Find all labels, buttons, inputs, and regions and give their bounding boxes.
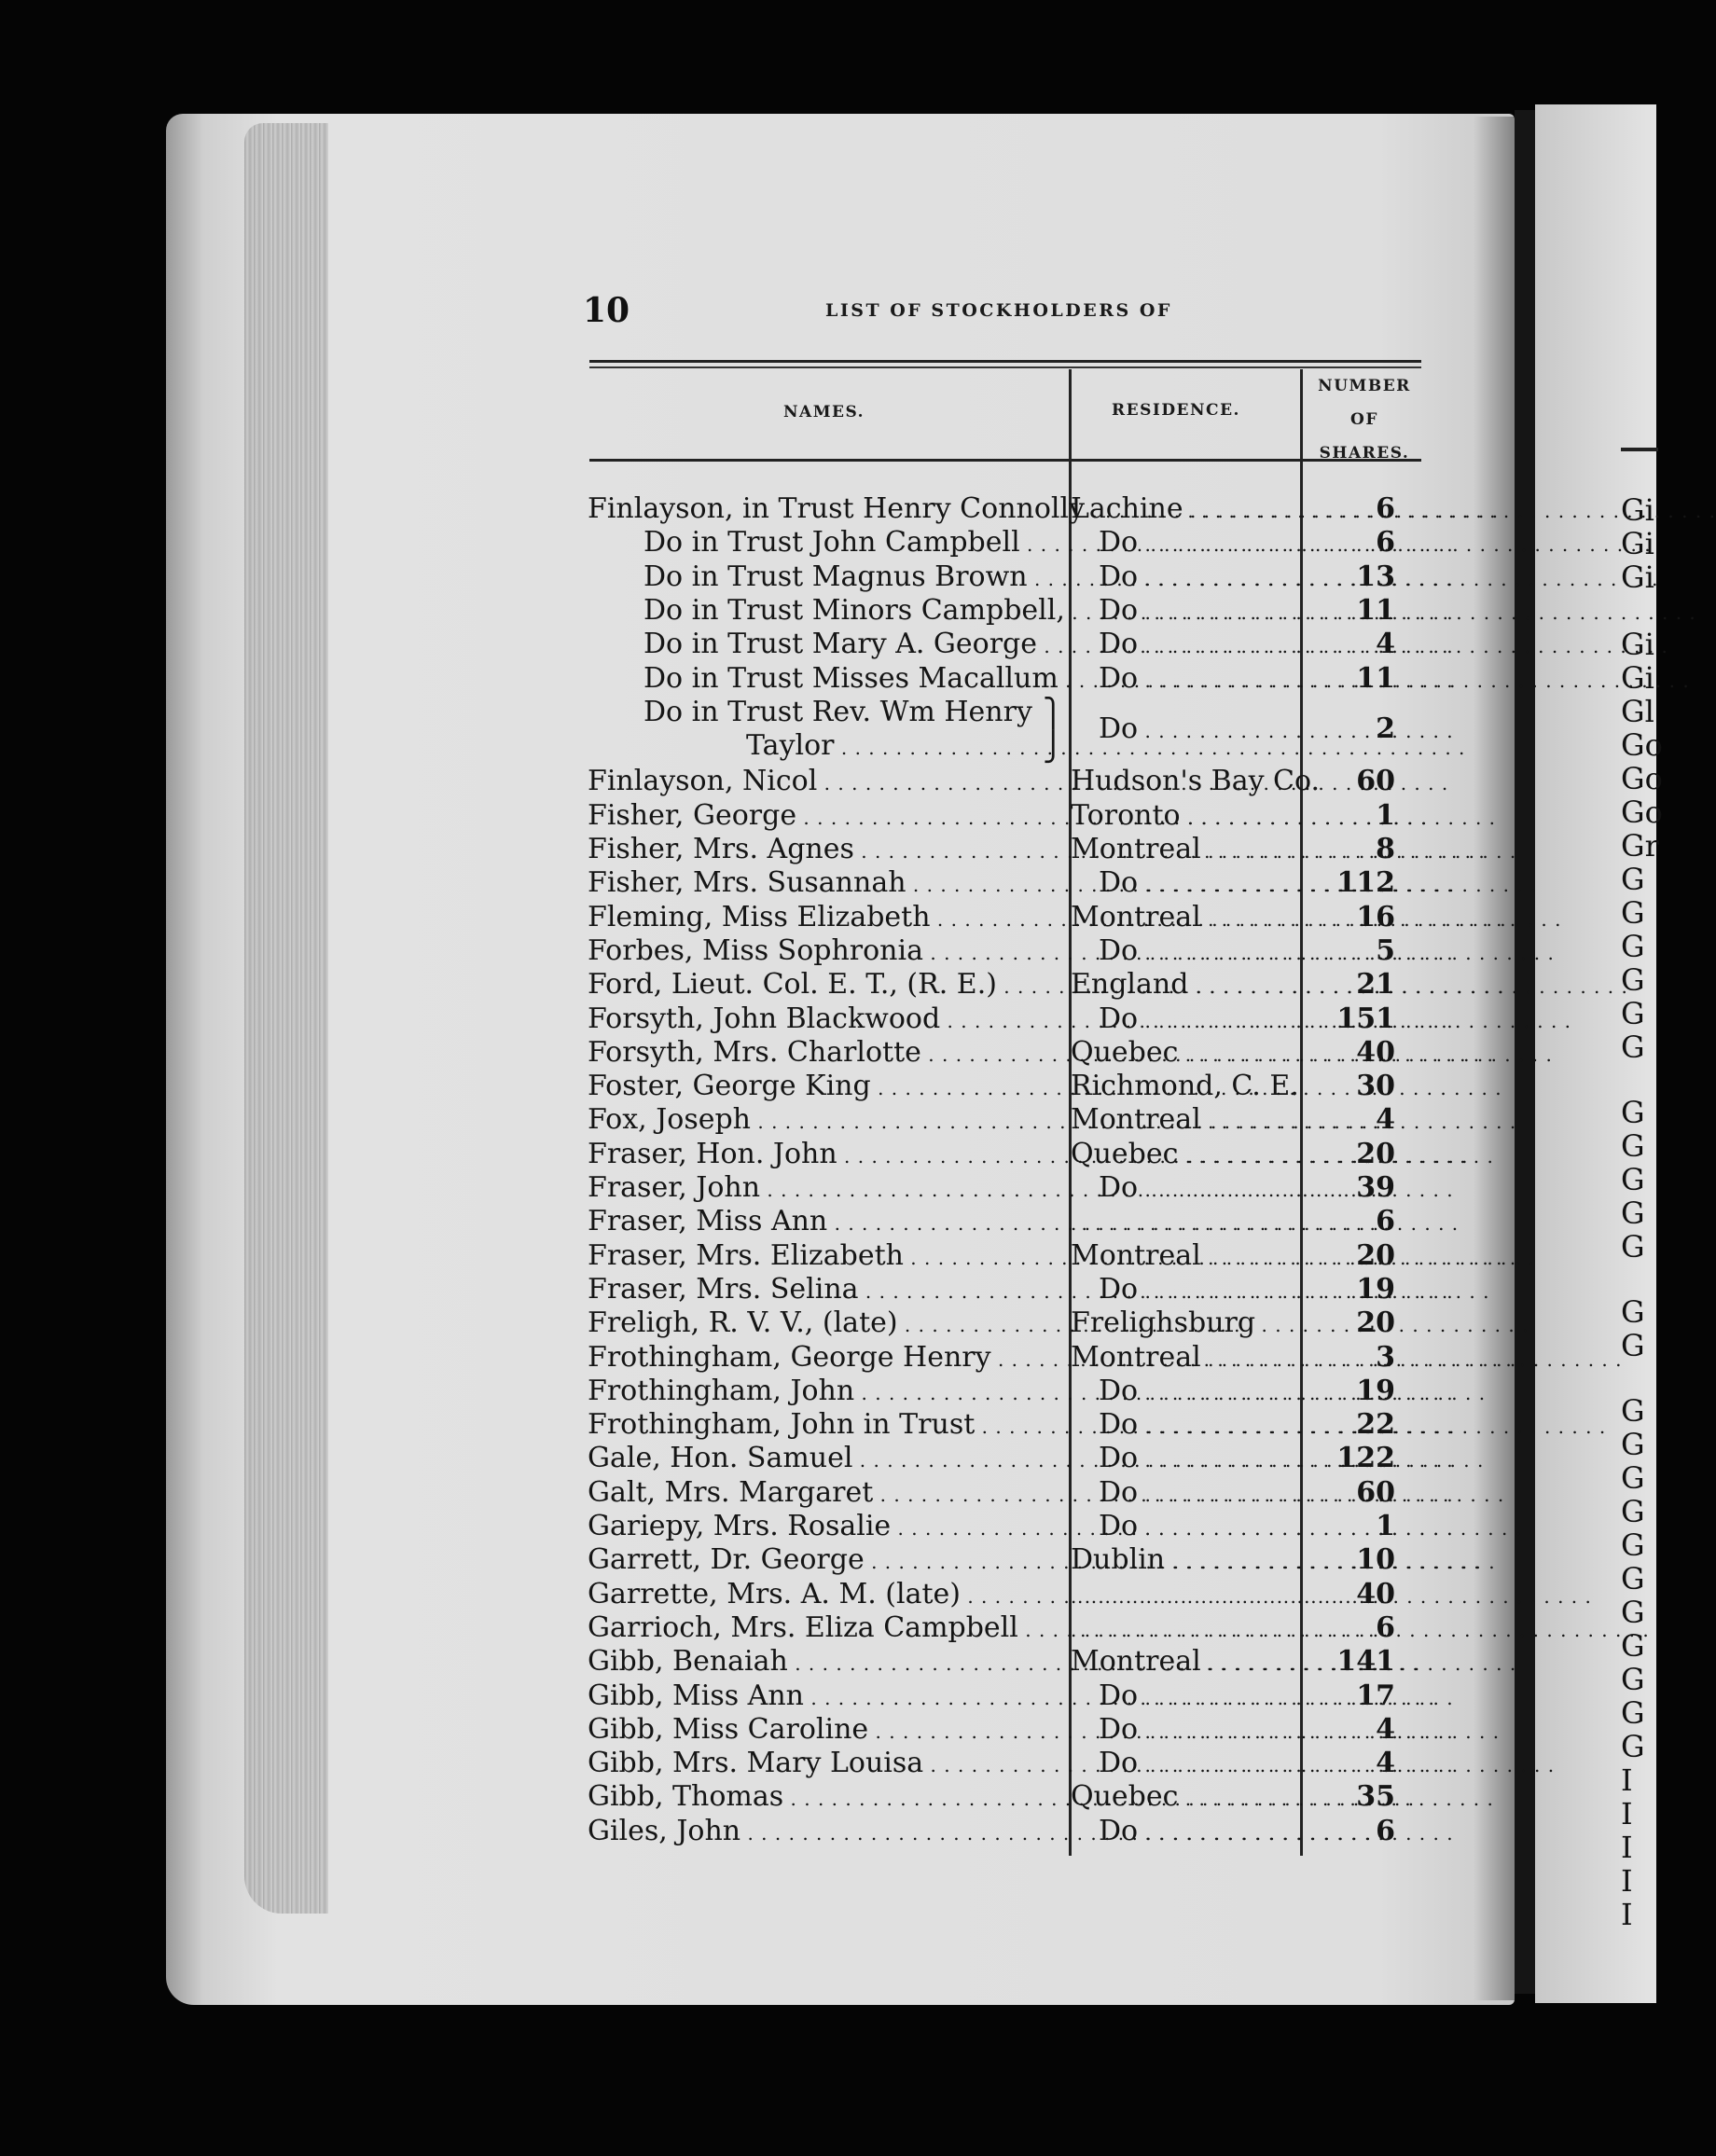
stockholder-shares: 4	[1376, 1712, 1395, 1746]
stockholder-name: Fisher, Mrs. Agnes . . .	[588, 833, 1065, 868]
table-row	[0, 1780, 1656, 1814]
facing-page-fragment: Gi	[1621, 526, 1654, 561]
facing-page-fragment: I	[1621, 1762, 1633, 1798]
facing-page-fragment: G	[1621, 1328, 1645, 1363]
stockholder-residence: Do . . .	[1099, 1815, 1298, 1850]
stockholder-shares: 40	[1356, 1035, 1395, 1069]
stockholder-shares: 40	[1356, 1577, 1395, 1610]
table-row	[0, 1543, 1656, 1577]
column-header-residence: RESIDENCE.	[1112, 401, 1240, 420]
stockholder-residence	[1071, 1205, 1298, 1240]
stockholder-shares: 11	[1356, 593, 1395, 627]
stockholder-residence: Do . . .	[1099, 628, 1298, 663]
stockholder-residence: Frelighsburg	[1071, 1306, 1256, 1340]
facing-page-fragment: Go	[1621, 727, 1663, 763]
stockholder-name: Fisher, George . . .	[588, 799, 1065, 835]
table-row	[0, 1341, 1656, 1375]
facing-page-fragment: G	[1621, 929, 1645, 964]
stockholder-residence: Montreal . . .	[1071, 1239, 1298, 1275]
table-row	[0, 934, 1656, 968]
stockholder-residence: Montreal . . .	[1071, 901, 1298, 936]
table-row	[0, 1103, 1656, 1137]
stockholder-residence: Do . . .	[1099, 934, 1298, 970]
table-row	[0, 1815, 1656, 1848]
stockholder-residence: Do . . .	[1099, 1375, 1298, 1410]
table-row	[0, 901, 1656, 934]
stockholder-shares: 5	[1376, 933, 1395, 967]
stockholder-name: Do in Trust Magnus Brown . . .	[644, 560, 1065, 596]
stockholder-residence: Do . . .	[1099, 1442, 1298, 1477]
table-row	[0, 1510, 1656, 1543]
stockholder-residence: Toronto . . .	[1071, 799, 1298, 835]
stockholder-name: Do in Trust Rev. Wm Henry	[644, 695, 1032, 728]
table-row	[0, 1306, 1656, 1340]
facing-page-fragment: Gr	[1621, 828, 1659, 864]
stockholder-shares: 21	[1356, 968, 1395, 1002]
stockholder-shares: 1	[1376, 1510, 1395, 1542]
facing-page-fragment: Gi	[1621, 660, 1654, 696]
stockholder-shares: 141	[1336, 1645, 1395, 1679]
stockholder-residence: Montreal . . .	[1071, 833, 1298, 868]
stockholder-name: Fleming, Miss Elizabeth . . .	[588, 901, 1065, 936]
stockholder-shares: 4	[1376, 628, 1395, 661]
stockholder-name: Fisher, Mrs. Susannah . . .	[588, 866, 1065, 902]
table-row	[0, 492, 1656, 526]
stockholder-shares: 1	[1376, 798, 1395, 832]
stockholder-residence: Quebec . . .	[1071, 1780, 1298, 1816]
facing-page-fragment: G	[1621, 1128, 1645, 1164]
table-row	[0, 560, 1656, 594]
stockholder-residence: Do . . .	[1099, 1510, 1298, 1545]
table-row	[0, 1713, 1656, 1747]
stockholder-name: Garrioch, Mrs. Eliza Campbell . . .	[588, 1611, 1065, 1647]
stockholder-name: Gibb, Mrs. Mary Louisa . . .	[588, 1747, 1065, 1782]
stockholder-shares: 19	[1356, 1374, 1395, 1407]
facing-page-fragment: G	[1621, 1229, 1645, 1265]
table-row	[0, 1273, 1656, 1306]
stockholder-shares: 122	[1336, 1442, 1395, 1475]
stockholder-residence: Montreal . . .	[1071, 1645, 1298, 1680]
stockholder-name: Do in Trust Misses Macallum . . .	[644, 662, 1065, 698]
stockholder-name: Fox, Joseph . . .	[588, 1103, 1065, 1139]
stockholder-name: Giles, John . . .	[588, 1815, 1065, 1850]
table-row	[0, 1679, 1656, 1713]
stockholder-shares: 20	[1356, 1238, 1395, 1272]
stockholder-residence: Do . . .	[1099, 866, 1298, 902]
facing-page-fragment: G	[1621, 1427, 1645, 1462]
stockholder-name: Frothingham, John . . .	[588, 1375, 1065, 1410]
stockholder-shares: 4	[1376, 1747, 1395, 1780]
stockholder-name: Fraser, Mrs. Selina . . .	[588, 1273, 1065, 1308]
stockholder-shares: 30	[1356, 1070, 1395, 1103]
stockholder-shares: 4	[1376, 1103, 1395, 1137]
facing-page-fragment: G	[1621, 1294, 1645, 1330]
facing-page-fragment: G	[1621, 1095, 1645, 1130]
table-row	[0, 1036, 1656, 1070]
stockholder-residence: Do . . .	[1099, 1476, 1298, 1512]
running-head: LIST OF STOCKHOLDERS OF	[825, 300, 1172, 321]
stockholder-residence: Quebec . . .	[1071, 1036, 1298, 1071]
stockholder-name: Gibb, Miss Caroline . . .	[588, 1713, 1065, 1748]
stockholder-shares: 16	[1356, 900, 1395, 933]
stockholder-name: Forsyth, John Blackwood . . .	[588, 1002, 1065, 1038]
table-row	[0, 1205, 1656, 1238]
table-row	[0, 1375, 1656, 1408]
facing-page-fragment: G	[1621, 1494, 1645, 1529]
stockholder-residence: Richmond, C. E.	[1071, 1070, 1299, 1103]
stockholder-name: Gariepy, Mrs. Rosalie . . .	[588, 1510, 1065, 1545]
stockholder-residence: Do . . .	[1099, 1171, 1298, 1207]
stockholder-shares: 17	[1356, 1679, 1395, 1712]
column-header-names: NAMES.	[783, 403, 865, 422]
stockholder-shares: 6	[1376, 492, 1395, 525]
shares-header-line2: OF	[1350, 410, 1378, 429]
facing-page-fragment: Go	[1621, 761, 1663, 796]
facing-page-fragment: G	[1621, 1695, 1645, 1731]
stockholder-shares: 151	[1336, 1002, 1395, 1035]
table-row	[0, 526, 1656, 560]
table-row	[0, 1578, 1656, 1611]
stockholder-shares: 112	[1336, 866, 1395, 900]
table-row	[0, 1070, 1656, 1103]
stockholder-name: Do in Trust Minors Campbell, . . .	[644, 594, 1065, 629]
stockholder-shares: 8	[1376, 833, 1395, 865]
table-row	[0, 1138, 1656, 1171]
stockholder-name: Do in Trust Mary A. George . . .	[644, 628, 1065, 663]
brace-icon: ⎫	[1043, 697, 1064, 730]
stockholder-shares: 6	[1376, 1814, 1395, 1847]
facing-page-fragment: G	[1621, 895, 1645, 931]
stockholder-residence: Hudson's Bay Co.	[1071, 765, 1321, 798]
stockholder-name: Forsyth, Mrs. Charlotte . . .	[588, 1036, 1065, 1071]
table-row	[0, 1611, 1656, 1645]
facing-page-fragment: Gi	[1621, 492, 1654, 528]
stockholder-shares: 35	[1356, 1780, 1395, 1814]
stockholder-name: Forbes, Miss Sophronia . . .	[588, 934, 1065, 970]
stockholder-residence: Do . . .	[1099, 594, 1298, 629]
stockholder-residence: England . . .	[1071, 968, 1298, 1003]
stockholder-shares: 3	[1376, 1340, 1395, 1374]
stockholder-residence: Do . . .	[1099, 662, 1298, 698]
stockholder-residence: Do . . .	[1099, 1273, 1298, 1308]
facing-page-fragment: G	[1621, 996, 1645, 1031]
stockholder-name: Fraser, Mrs. Elizabeth . . .	[588, 1239, 1065, 1275]
stockholder-residence	[1071, 1578, 1298, 1613]
facing-page-fragment: Gl	[1621, 694, 1654, 729]
facing-page-fragment: G	[1621, 1662, 1645, 1697]
stockholder-residence: Do . . .	[1099, 560, 1298, 596]
stockholder-residence: Dublin . . .	[1071, 1543, 1298, 1579]
facing-page-fragment: I	[1621, 1830, 1633, 1865]
table-row	[0, 968, 1656, 1002]
facing-page-fragment: G	[1621, 1729, 1645, 1764]
facing-page-fragment: G	[1621, 1195, 1645, 1231]
stockholder-shares: 20	[1356, 1306, 1395, 1340]
facing-page-fragment: G	[1621, 862, 1645, 897]
stockholder-name: Fraser, Hon. John . . .	[588, 1138, 1065, 1173]
facing-page-fragment: G	[1621, 962, 1645, 998]
facing-page-fragment: Gi	[1621, 560, 1654, 595]
facing-page-fragment: Gi	[1621, 627, 1654, 662]
facing-page-fragment: G	[1621, 1030, 1645, 1065]
facing-page-fragment: G	[1621, 1628, 1645, 1664]
table-row	[0, 1408, 1656, 1442]
stockholder-shares: 6	[1376, 526, 1395, 560]
facing-page-fragment: I	[1621, 1796, 1633, 1831]
table-row	[0, 799, 1656, 833]
table-row	[0, 765, 1656, 798]
table-row	[0, 833, 1656, 866]
stockholder-name: Frothingham, George Henry . . .	[588, 1341, 1065, 1376]
stockholder-residence: Do . . .	[1099, 526, 1298, 561]
facing-page-fragment: Go	[1621, 795, 1663, 830]
stockholder-name-continued: Taylor . . .	[746, 729, 1035, 765]
stockholder-name: Gibb, Thomas . . .	[588, 1780, 1065, 1816]
stockholder-name: Gale, Hon. Samuel . . .	[588, 1442, 1065, 1477]
stockholder-shares: 10	[1356, 1543, 1395, 1577]
stockholder-name: Fraser, John . . .	[588, 1171, 1065, 1207]
brace-icon: ⎭	[1043, 731, 1064, 765]
stockholder-residence: Quebec . . .	[1071, 1138, 1298, 1173]
stockholder-name: Garrette, Mrs. A. M. (late) . . .	[588, 1578, 1065, 1613]
stockholder-name: Gibb, Benaiah . . .	[588, 1645, 1065, 1680]
stockholder-name: Galt, Mrs. Margaret . . .	[588, 1476, 1065, 1512]
stockholder-name: Gibb, Miss Ann . . .	[588, 1679, 1065, 1715]
facing-page-fragment: G	[1621, 1561, 1645, 1596]
table-row	[0, 1171, 1656, 1205]
stockholder-residence: Do . . .	[1099, 1747, 1298, 1782]
stockholder-residence: Do . . .	[1099, 712, 1298, 748]
stockholder-shares: 11	[1356, 661, 1395, 695]
facing-page-fragment: G	[1621, 1393, 1645, 1429]
facing-page-fragment: G	[1621, 1162, 1645, 1197]
stockholder-shares: 6	[1376, 1205, 1395, 1238]
page-number: 10	[583, 291, 630, 330]
table-row	[0, 866, 1656, 900]
stockholder-name: Freligh, R. V. V., (late) . . .	[588, 1306, 1065, 1342]
stockholder-residence: Montreal . . .	[1071, 1103, 1298, 1139]
stockholder-shares: 39	[1356, 1171, 1395, 1204]
stockholder-residence	[1071, 1611, 1298, 1647]
table-row	[0, 1442, 1656, 1475]
stockholder-shares: 13	[1356, 560, 1395, 593]
stockholder-residence: Do . . .	[1099, 1713, 1298, 1748]
facing-page-fragment: I	[1621, 1897, 1633, 1932]
stockholder-name: Ford, Lieut. Col. E. T., (R. E.) . . .	[588, 968, 1065, 1003]
table-row	[0, 628, 1656, 661]
table-row	[0, 662, 1656, 696]
stockholder-shares: 6	[1376, 1610, 1395, 1644]
stockholder-residence: Montreal . . .	[1071, 1341, 1298, 1376]
table-row	[0, 1002, 1656, 1036]
facing-page-fragment: G	[1621, 1595, 1645, 1630]
stockholder-name: Garrett, Dr. George . . .	[588, 1543, 1065, 1579]
stockholder-name: Frothingham, John in Trust . . .	[588, 1408, 1065, 1444]
stockholder-name: Finlayson, Nicol . . .	[588, 765, 1065, 800]
stockholder-shares: 60	[1356, 1475, 1395, 1509]
table-row	[0, 1476, 1656, 1510]
stockholder-residence: Do . . .	[1099, 1002, 1298, 1038]
stockholder-residence: Do . . .	[1099, 1679, 1298, 1715]
stockholder-name: Foster, George King . . .	[588, 1070, 1065, 1105]
stockholder-name: Finlayson, in Trust Henry Connolly . . .	[588, 492, 1065, 528]
stockholder-shares: 19	[1356, 1272, 1395, 1306]
stockholder-name: Fraser, Miss Ann . . .	[588, 1205, 1065, 1240]
facing-page-fragment: G	[1621, 1527, 1645, 1563]
stockholder-shares: 60	[1356, 765, 1395, 798]
stockholder-shares: 22	[1356, 1408, 1395, 1442]
stockholder-shares: 20	[1356, 1137, 1395, 1170]
stockholder-residence: Do . . .	[1099, 1408, 1298, 1444]
stockholder-name: Do in Trust John Campbell . . .	[644, 526, 1065, 561]
stockholder-shares: 2	[1376, 712, 1395, 745]
shares-header-line1: NUMBER	[1318, 377, 1411, 395]
facing-page-fragment: I	[1621, 1863, 1633, 1899]
table-row	[0, 1645, 1656, 1679]
table-row	[0, 594, 1656, 628]
facing-page-fragment: G	[1621, 1460, 1645, 1496]
stockholder-residence: Lachine . . .	[1071, 492, 1298, 528]
table-row	[0, 1747, 1656, 1780]
table-row	[0, 1239, 1656, 1273]
shares-header-line3: SHARES.	[1319, 444, 1410, 463]
